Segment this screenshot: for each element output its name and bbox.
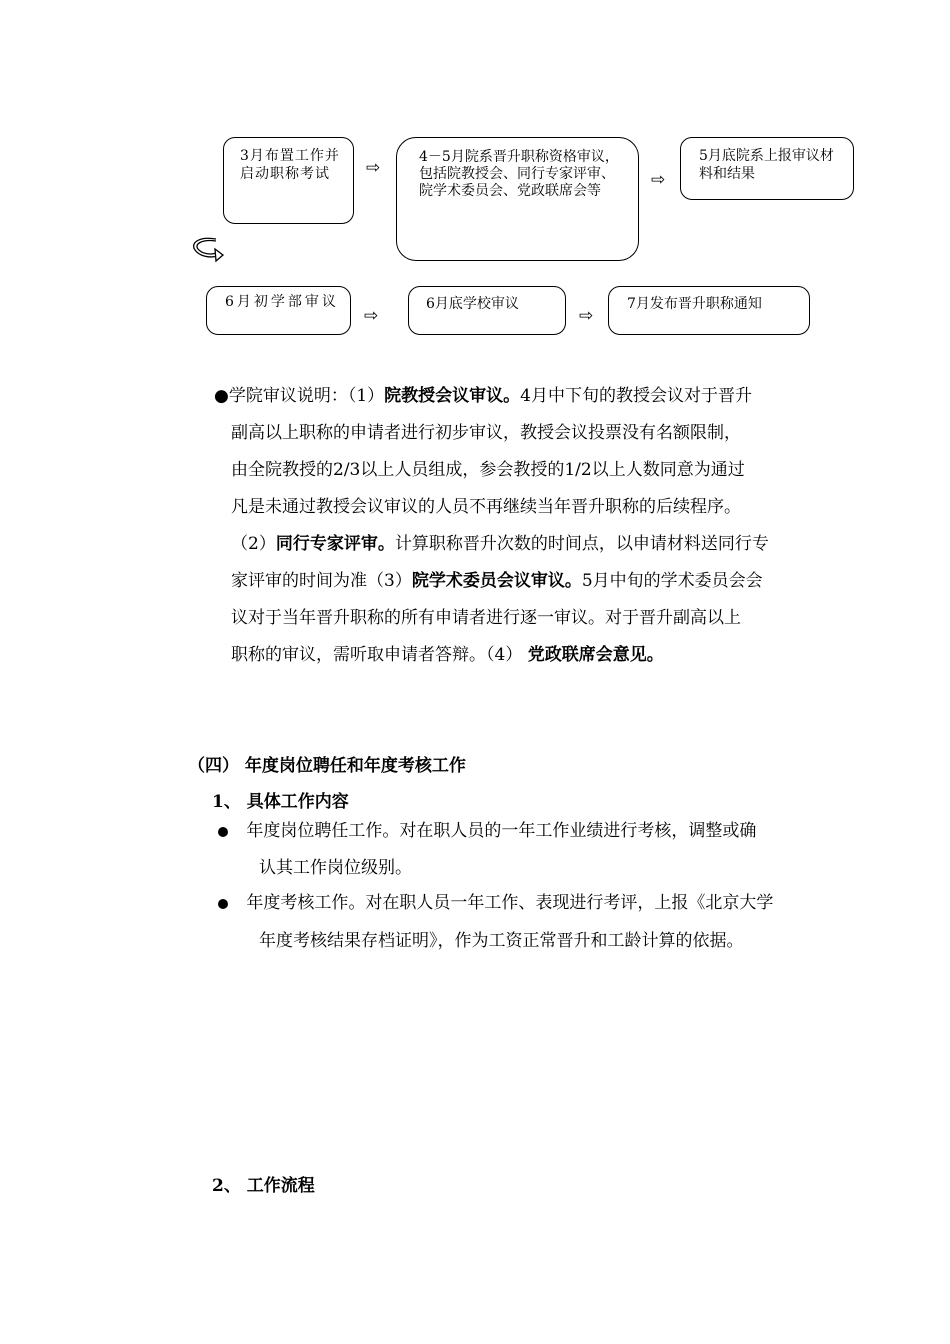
section-heading: （四） 年度岗位聘任和年度考核工作 bbox=[188, 756, 466, 776]
subsection-heading: 2、 工作流程 bbox=[212, 1176, 315, 1196]
review-intro: 学院审议说明： bbox=[228, 386, 348, 406]
review-text: 计算职称晋升次数的时间点，以申请材料送同行专 bbox=[394, 534, 769, 554]
flow-step-2: 4－5月院系晋升职称资格审议，包括院教授会、同行专家评审、院学术委员会、党政联席会等 bbox=[396, 137, 639, 261]
list-item-text: 年度考核工作。对在职人员一年工作、表现进行考评，上报《北京大学 bbox=[246, 893, 774, 913]
list-item bbox=[218, 814, 756, 849]
review-text: 职称的审议，需听取申请者答辩。 bbox=[231, 645, 486, 665]
flow-step-6: 7月发布晋升职称通知 bbox=[608, 286, 810, 335]
review-text: 由全院教授的2/3以上人员组成，参会教授的1/2以上人数同意为通过 bbox=[231, 460, 745, 480]
bullet-dot-icon bbox=[218, 899, 228, 909]
review-num-4: （4） bbox=[486, 645, 523, 665]
list-item-continuation: 年度考核结果存档证明》，作为工资正常晋升和工龄计算的依据。 bbox=[259, 931, 744, 951]
review-title-2: 同行专家评审。 bbox=[275, 534, 395, 554]
review-text: 副高以上职称的申请者进行初步审议，教授会议投票没有名额限制， bbox=[231, 423, 741, 443]
return-arrow-icon bbox=[189, 235, 225, 265]
bullet-icon: ● bbox=[214, 386, 229, 406]
review-text: 家评审的时间为准 bbox=[231, 571, 367, 591]
review-text: 5月中旬的学术委员会会 bbox=[581, 571, 763, 591]
review-text: 4月中下旬的教授会议对于晋升 bbox=[520, 386, 752, 406]
flow-step-5: 6月底学校审议 bbox=[408, 286, 566, 335]
list-item-continuation: 认其工作岗位级别。 bbox=[259, 858, 412, 878]
flow-arrow-icon: ⇨ bbox=[366, 158, 381, 178]
subsection-heading: 1、 具体工作内容 bbox=[212, 792, 349, 812]
review-text: 议对于当年晋升职称的所有申请者进行逐一审议。对于晋升副高以上 bbox=[231, 608, 741, 628]
review-num-1: （1） bbox=[347, 386, 385, 406]
review-num-2: （2） bbox=[231, 534, 276, 554]
flow-step-3: 5月底院系上报审议材料和结果 bbox=[680, 137, 854, 200]
list-item bbox=[218, 886, 773, 921]
flow-arrow-icon: ⇨ bbox=[364, 306, 379, 326]
review-title-4: 党政联席会意见。 bbox=[527, 645, 664, 665]
bullet-dot-icon bbox=[218, 827, 228, 837]
flow-arrow-icon: ⇨ bbox=[579, 306, 594, 326]
review-num-3: （3） bbox=[367, 571, 412, 591]
review-title-3: 院学术委员会议审议。 bbox=[411, 571, 582, 591]
flow-arrow-icon: ⇨ bbox=[651, 170, 666, 190]
review-text: 凡是未通过教授会议审议的人员不再继续当年晋升职称的后续程序。 bbox=[231, 497, 741, 517]
list-item-text: 年度岗位聘任工作。对在职人员的一年工作业绩进行考核，调整或确 bbox=[246, 821, 757, 841]
flow-step-4: 6月初学部审议 bbox=[206, 286, 351, 335]
review-title-1: 院教授会议审议。 bbox=[384, 386, 521, 406]
review-description bbox=[214, 378, 814, 674]
flow-step-1: 3月布置工作并启动职称考试 bbox=[223, 137, 354, 224]
